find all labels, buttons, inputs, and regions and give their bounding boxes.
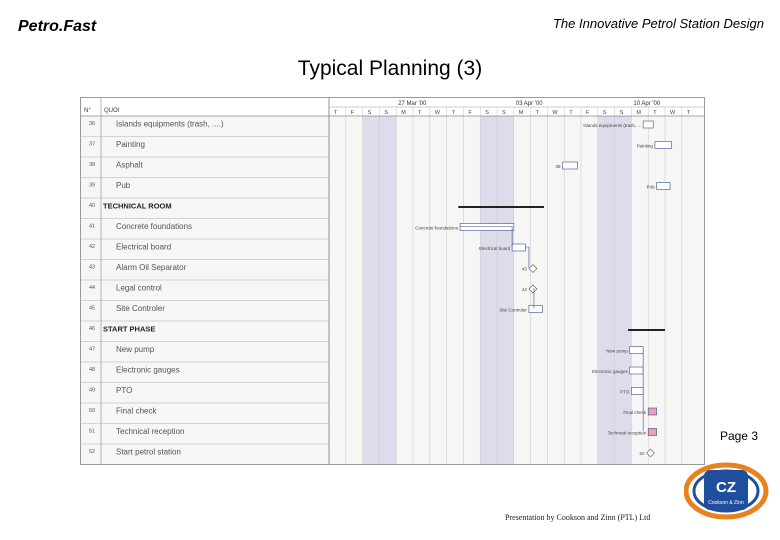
task-name: Pub [116, 181, 131, 190]
task-bar [529, 306, 542, 313]
milestone-diamond [529, 265, 537, 273]
task-number: 44 [89, 285, 96, 291]
day-letter: S [485, 110, 489, 116]
task-name: START PHASE [103, 324, 156, 334]
task-bar [648, 429, 656, 436]
task-number: 42 [89, 244, 96, 250]
day-letter: M [636, 110, 641, 116]
task-bar [512, 244, 525, 251]
bar-label: Concrete foundations [415, 225, 459, 231]
column-header-task: QUOI [104, 108, 120, 114]
logo-letters: CZ [716, 479, 736, 496]
task-bar [643, 121, 653, 128]
bar-label: Final check [623, 410, 647, 415]
page-number: Page 3 [719, 429, 758, 443]
task-number: 36 [89, 121, 96, 127]
task-name: Islands equipments (trash, ....) [116, 119, 224, 129]
task-number: 41 [89, 223, 96, 230]
task-number: 49 [89, 387, 96, 394]
week-label: 03 Apr '00 [515, 101, 543, 107]
task-name: New pump [116, 345, 155, 354]
task-name: PTO [116, 386, 133, 395]
task-name: Start petrol station [116, 447, 181, 457]
day-letter: T [535, 110, 539, 116]
day-letter: T [686, 110, 691, 116]
tagline: The Innovative Petrol Station Design [552, 16, 764, 31]
task-number: 50 [89, 408, 96, 414]
task-bar [630, 367, 643, 374]
task-number: 37 [89, 141, 96, 148]
task-name: Asphalt [116, 160, 143, 170]
day-letter: W [434, 110, 441, 116]
day-letter: S [367, 110, 372, 116]
bar-label: Painting [636, 143, 653, 149]
task-bar [563, 162, 578, 169]
bar-label: 44 [521, 287, 527, 292]
bar-label: 43 [521, 266, 527, 272]
day-letter: M [401, 110, 406, 116]
bar-label: Technical reception [607, 430, 647, 436]
logo-text: Cookson & Zinn [708, 500, 744, 506]
day-letter: S [502, 110, 506, 116]
day-letter: F [586, 110, 590, 116]
task-name: Alarm Oil Separator [116, 263, 187, 272]
week-label: 27 Mar '00 [398, 101, 427, 107]
cookson-zinn-logo [684, 460, 770, 522]
day-letter: S [602, 110, 607, 116]
day-letter: T [569, 110, 573, 116]
day-letter: W [670, 110, 676, 116]
milestone-diamond [529, 285, 537, 293]
task-bar [648, 408, 656, 415]
task-name: Painting [116, 140, 145, 149]
task-bar [657, 183, 670, 190]
day-letter: F [350, 110, 355, 116]
task-number: 45 [89, 305, 96, 312]
task-number: 47 [89, 346, 96, 353]
bar-label: Electronic gauges [591, 369, 628, 374]
day-letter: S [384, 110, 389, 116]
task-name: Technical reception [116, 427, 185, 436]
task-number: 38 [89, 162, 96, 168]
task-bar [630, 347, 643, 354]
milestone-diamond [647, 449, 655, 457]
day-letter: T [451, 110, 455, 116]
task-number: 52 [89, 449, 96, 455]
task-name: Concrete foundations [116, 222, 193, 231]
day-letter: F [468, 110, 472, 116]
day-letter: W [552, 110, 558, 116]
day-letter: M [518, 110, 524, 116]
bar-label: 52 [639, 451, 645, 456]
task-bar [655, 142, 672, 149]
brand-name: Petro.Fast [18, 18, 97, 35]
bar-label: New pump [606, 348, 628, 354]
bar-label: 38 [555, 164, 561, 169]
week-label: 10 Apr '00 [633, 101, 661, 107]
bar-label: Pub [646, 184, 655, 190]
task-name: Electrical board [116, 242, 172, 252]
task-number: 39 [89, 182, 96, 189]
slide-title: Typical Planning (3) [297, 57, 483, 80]
task-number: 43 [89, 264, 96, 271]
gantt-chart [80, 97, 705, 465]
task-bar [631, 388, 643, 395]
bar-label: Electrical board [479, 246, 511, 251]
day-letter: T [418, 110, 422, 116]
task-name: TECHNICAL ROOM [103, 201, 172, 211]
bar-label: PTO [620, 389, 630, 395]
day-letter: T [334, 110, 338, 116]
presentation-credit: Presentation by Cookson and Zinn (PTL) Ltd [505, 513, 651, 522]
day-letter: T [653, 110, 657, 116]
column-header-no: N° [84, 108, 91, 114]
bar-label: Site Controler [499, 307, 527, 313]
task-name: Final check [116, 406, 157, 416]
task-bar [460, 224, 514, 231]
weekend-shade [598, 98, 615, 464]
task-number: 46 [89, 326, 96, 332]
bar-label: Islands equipments (trash, ... [583, 123, 642, 128]
task-name: Legal control [116, 283, 162, 293]
task-name: Site Controler [116, 304, 165, 313]
weekend-shade [497, 98, 514, 464]
day-letter: S [619, 110, 624, 116]
weekend-shade [363, 98, 380, 464]
task-name: Electronic gauges [116, 365, 180, 375]
weekend-shade [480, 98, 497, 464]
dependency-arrow [526, 247, 529, 268]
weekend-shade [379, 98, 396, 464]
task-number: 40 [89, 203, 96, 209]
task-number: 51 [89, 428, 96, 435]
task-number: 48 [89, 367, 96, 373]
